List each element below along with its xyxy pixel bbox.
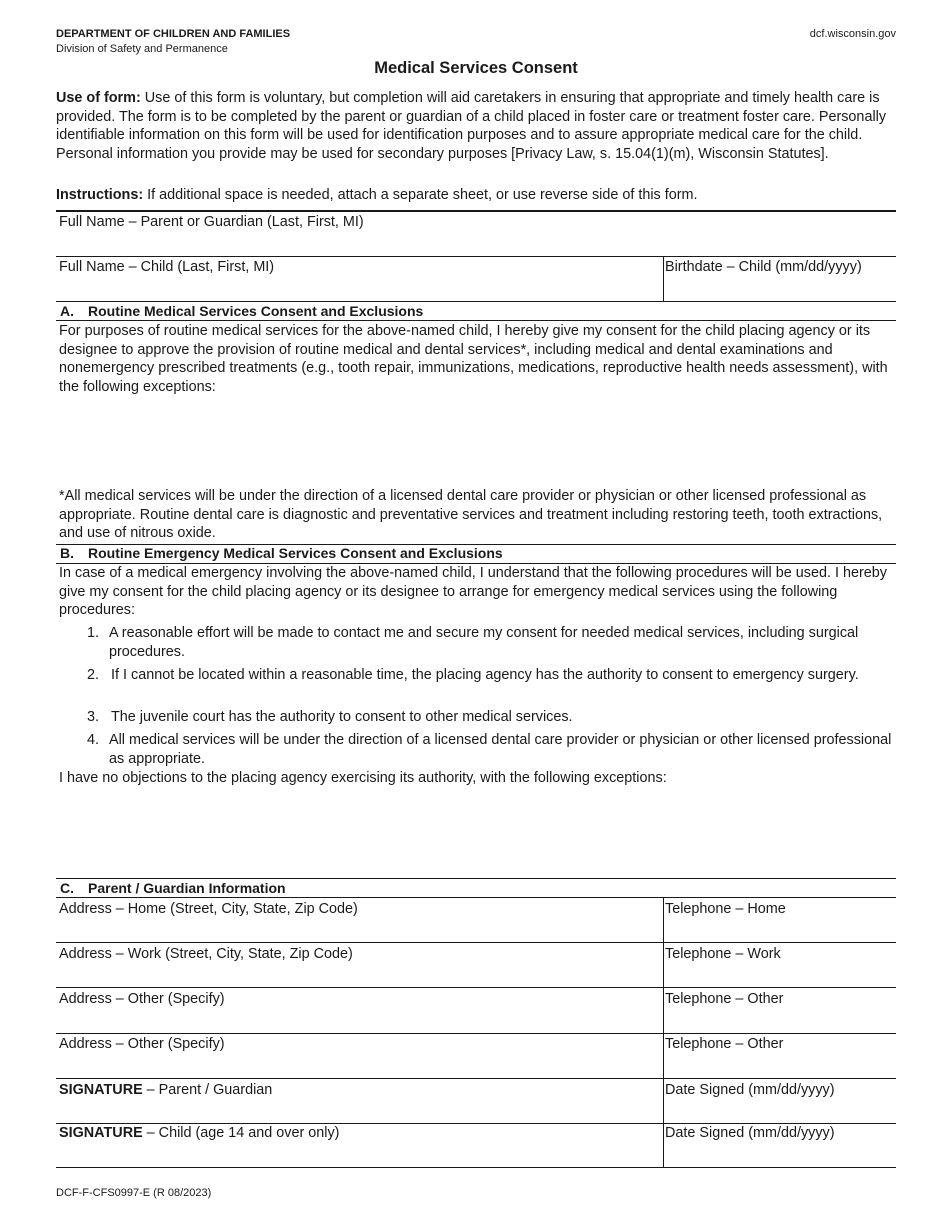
procedure-item-4 <box>87 731 895 768</box>
item-text: All medical services will be under the direction of a licensed dental care provider or physician or other licensed professional as appropriate. <box>109 732 892 767</box>
parent-signature-field[interactable] <box>59 1081 272 1099</box>
telephone-home-field[interactable]: Telephone – Home <box>665 901 786 917</box>
signature-label: SIGNATURE <box>59 1125 143 1141</box>
section-a-heading <box>60 302 423 320</box>
child-name-field[interactable]: Full Name – Child (Last, First, MI) <box>59 259 275 275</box>
page-title: Medical Services Consent <box>374 59 578 77</box>
instructions <box>56 186 896 205</box>
divider <box>56 987 896 988</box>
procedure-item-3 <box>87 708 895 727</box>
division-name: Division of Safety and Permanence <box>56 43 228 55</box>
item-number: 3. <box>87 709 100 725</box>
section-c-title: Parent / Guardian Information <box>88 880 286 896</box>
item-number: 1. <box>87 625 100 641</box>
procedure-item-1 <box>87 624 895 661</box>
divider <box>56 942 896 943</box>
section-c-letter: C. <box>60 880 74 896</box>
procedure-item-2 <box>87 666 895 685</box>
parent-name-field[interactable]: Full Name – Parent or Guardian (Last, First, MI) <box>59 214 364 230</box>
divider <box>56 1078 896 1079</box>
divider <box>56 1167 896 1168</box>
section-a-text: For purposes of routine medical services for the above-named child, I hereby give my consent for the child placing agency or its designee to approve the provision of routine medical and dental services*, including medical and dental examinations and nonemergency prescribed treatments (e.g., tooth repair, immunizations, medications, reproductive health needs assessment), with the following exceptions: <box>59 323 888 396</box>
parent-date-signed-field[interactable]: Date Signed (mm/dd/yyyy) <box>665 1082 835 1098</box>
child-date-signed-field[interactable]: Date Signed (mm/dd/yyyy) <box>665 1125 835 1141</box>
website-link[interactable]: dcf.wisconsin.gov <box>809 28 896 40</box>
section-b-heading <box>60 544 503 562</box>
item-text: A reasonable effort will be made to contact me and secure my consent for needed medical services, including surgical procedures. <box>109 625 859 660</box>
address-home-field[interactable]: Address – Home (Street, City, State, Zip Code) <box>59 901 358 917</box>
address-other-field[interactable]: Address – Other (Specify) <box>59 991 225 1007</box>
child-signature-field[interactable] <box>59 1124 339 1142</box>
section-b-closing: I have no objections to the placing agency exercising its authority, with the following exceptions: <box>59 770 667 786</box>
divider <box>56 320 896 321</box>
item-number: 4. <box>87 732 100 748</box>
item-text: If I cannot be located within a reasonable time, the placing agency has the authority to consent to emergency surgery. <box>111 667 859 683</box>
item-text: The juvenile court has the authority to consent to other medical services. <box>111 709 573 725</box>
child-birthdate-field[interactable]: Birthdate – Child (mm/dd/yyyy) <box>665 259 862 275</box>
signature-desc: – Parent / Guardian <box>142 1082 273 1098</box>
instructions-text: If additional space is needed, attach a separate sheet, or use reverse side of this form. <box>147 187 698 203</box>
item-number: 2. <box>87 667 100 683</box>
section-a-footnote: *All medical services will be under the direction of a licensed dental care provider or physician or other licensed professional as appropriate. Routine dental care is diagnostic and preventative services and treatment including restoring teeth, tooth extractions, and use of nitrous oxide. <box>59 488 883 542</box>
use-of-form-text: Use of this form is voluntary, but completion will aid caretakers in ensuring that appropriate and timely health care is provided. The form is to be completed by the parent or guardian of a child placed in foster care or treatment foster care. Personally identifiable information on this form will be used for identification purposes and to assure appropriate medical care for the child. Personal information you provide may be used for secondary purposes [Privacy Law, s. 15.04(1)(m), Wisconsin Statutes]. <box>56 90 887 162</box>
divider <box>56 897 896 898</box>
divider <box>56 210 896 212</box>
form-id: DCF-F-CFS0997-E (R 08/2023) <box>56 1187 212 1199</box>
use-of-form <box>56 89 896 163</box>
section-a-title: Routine Medical Services Consent and Exclusions <box>88 303 424 319</box>
telephone-other-field[interactable]: Telephone – Other <box>665 1036 784 1052</box>
section-b-letter: B. <box>60 545 74 561</box>
agency-header <box>56 27 290 57</box>
section-b-intro: In case of a medical emergency involving the above-named child, I understand that the following procedures will be used. I hereby give my consent for the child placing agency or its designee to arrange for emergency medical services using the following procedures: <box>59 565 887 619</box>
section-a-letter: A. <box>60 303 74 319</box>
divider <box>56 1033 896 1034</box>
agency-name: DEPARTMENT OF CHILDREN AND FAMILIES <box>56 28 291 40</box>
signature-label: SIGNATURE <box>59 1082 143 1098</box>
signature-desc: – Child (age 14 and over only) <box>142 1125 340 1141</box>
telephone-other-field[interactable]: Telephone – Other <box>665 991 784 1007</box>
section-b-title: Routine Emergency Medical Services Consent and Exclusions <box>88 545 503 561</box>
address-other-field[interactable]: Address – Other (Specify) <box>59 1036 225 1052</box>
telephone-work-field[interactable]: Telephone – Work <box>665 946 781 962</box>
divider <box>56 256 896 257</box>
section-c-heading <box>60 879 286 897</box>
address-work-field[interactable]: Address – Work (Street, City, State, Zip Code) <box>59 946 353 962</box>
instructions-label: Instructions: <box>56 187 144 203</box>
use-of-form-label: Use of form: <box>56 90 141 106</box>
column-divider <box>663 256 664 301</box>
